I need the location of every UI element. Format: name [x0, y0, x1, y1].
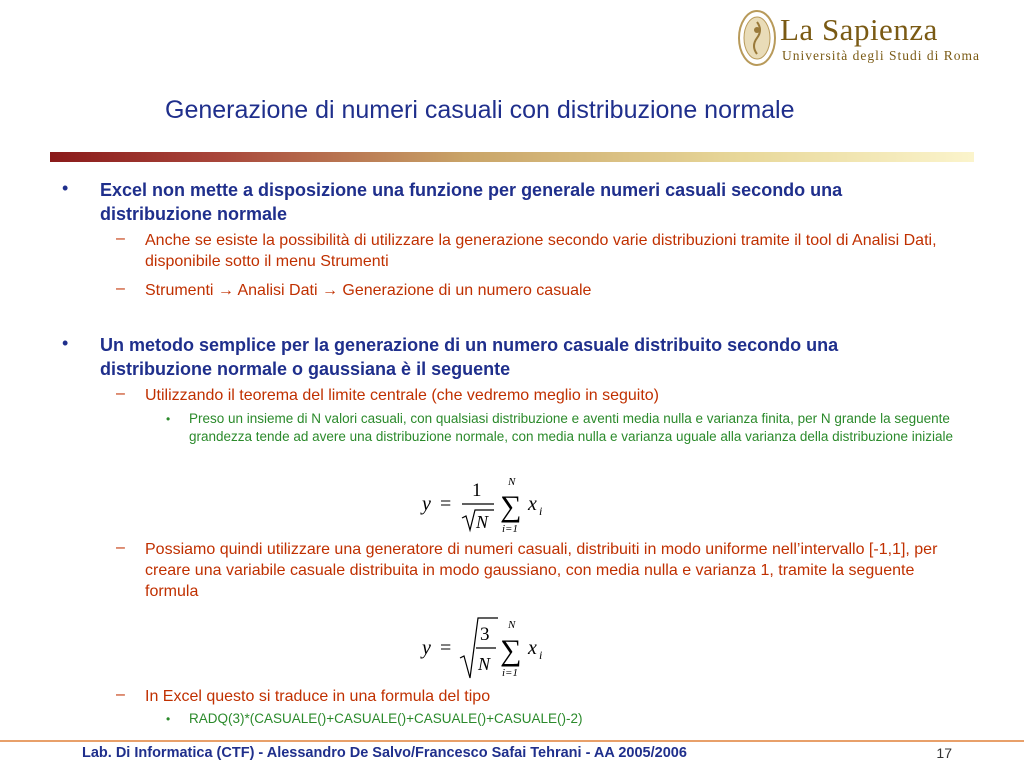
footer-text: Lab. Di Informatica (CTF) - Alessandro De Salvo/Francesco Safai Tehrani - AA 2005/2006 — [82, 745, 687, 761]
bullet-2: Un metodo semplice per la generazione di un numero casuale distribuito secondo una distribuzione normale o gaussiana è il seguente — [100, 335, 839, 379]
formula-2-sum: ∑ — [500, 634, 522, 667]
dash-icon: – — [116, 539, 125, 556]
formula-1-eq: = — [440, 493, 452, 515]
footer-divider — [0, 740, 1024, 742]
formula-2-eq: = — [440, 637, 452, 659]
small-bullet-icon: • — [166, 712, 171, 726]
formula-1-N: N — [476, 512, 489, 532]
formula-1-x: x — [528, 493, 537, 515]
bullet-1-sub-2: Strumenti → Analisi Dati → Generazione di un numero casuale — [145, 282, 592, 299]
bullet-1-sub-1: Anche se esiste la possibilità di utilizzare la generazione secondo varie distribuzioni tramite il tool di Analisi Dati, disponibile sotto il menu Strumenti — [145, 232, 937, 270]
small-bullet-icon: • — [166, 412, 171, 426]
dash-icon: – — [116, 686, 125, 703]
page-number: 17 — [936, 745, 952, 761]
slide-title: Generazione di numeri casuali con distribuzione normale — [165, 96, 795, 124]
formula-2-sum-upper: N — [508, 619, 516, 631]
formula-1-y: y — [422, 493, 431, 515]
dash-icon: – — [116, 230, 125, 247]
formula-2-x: x — [528, 637, 537, 659]
dash-icon: – — [116, 280, 125, 297]
logo-subtitle: Università degli Studi di Roma — [782, 48, 980, 63]
formula-1-sum-upper: N — [508, 476, 516, 488]
bullet-2-subsub-1: Preso un insieme di N valori casuali, con qualsiasi distribuzione e aventi media nulla e varianza finita, per N grande la seguente grandezza tende ad avere una distribuzione normale, con media nulla e varianza uguale alla varianza della distribuzione iniziale — [189, 411, 953, 444]
formula-2 — [418, 612, 558, 682]
formula-2-i: i — [539, 648, 543, 662]
bullet-icon: • — [62, 333, 69, 353]
formula-2-N: N — [478, 654, 491, 674]
dash-icon: – — [116, 385, 125, 402]
bullet-1: Excel non mette a disposizione una funzione per generale numeri casuali secondo una distribuzione normale — [100, 180, 843, 224]
bullet-2-sub-3: In Excel questo si traduce in una formula del tipo — [145, 688, 491, 705]
formula-2-y: y — [422, 637, 431, 659]
bullet-2-sub-2: Possiamo quindi utilizzare una generatore di numeri casuali, distribuiti in modo uniforme nell’intervallo [-1,1], per creare una variabile casuale distribuita in modo gaussiano, con media nulla e varianza 1, tramite la seguente formula — [145, 541, 938, 600]
bullet-2-subsub-2: RADQ(3)*(CASUALE()+CASUALE()+CASUALE()+CASUALE()-2) — [189, 711, 583, 726]
formula-2-sum-lower: i=1 — [502, 667, 518, 679]
bullet-2-sub-1: Utilizzando il teorema del limite centrale (che vedremo meglio in seguito) — [145, 387, 660, 404]
formula-1-sum: ∑ — [500, 490, 522, 523]
formula-1-numerator: 1 — [472, 480, 482, 501]
formula-1 — [418, 472, 558, 536]
logo-title: La Sapienza — [780, 12, 938, 47]
formula-2-numerator: 3 — [480, 624, 490, 645]
formula-1-sum-lower: i=1 — [502, 523, 518, 535]
slide-footer — [0, 740, 1024, 768]
bullet-icon: • — [62, 178, 69, 198]
formula-1-i: i — [539, 504, 543, 518]
